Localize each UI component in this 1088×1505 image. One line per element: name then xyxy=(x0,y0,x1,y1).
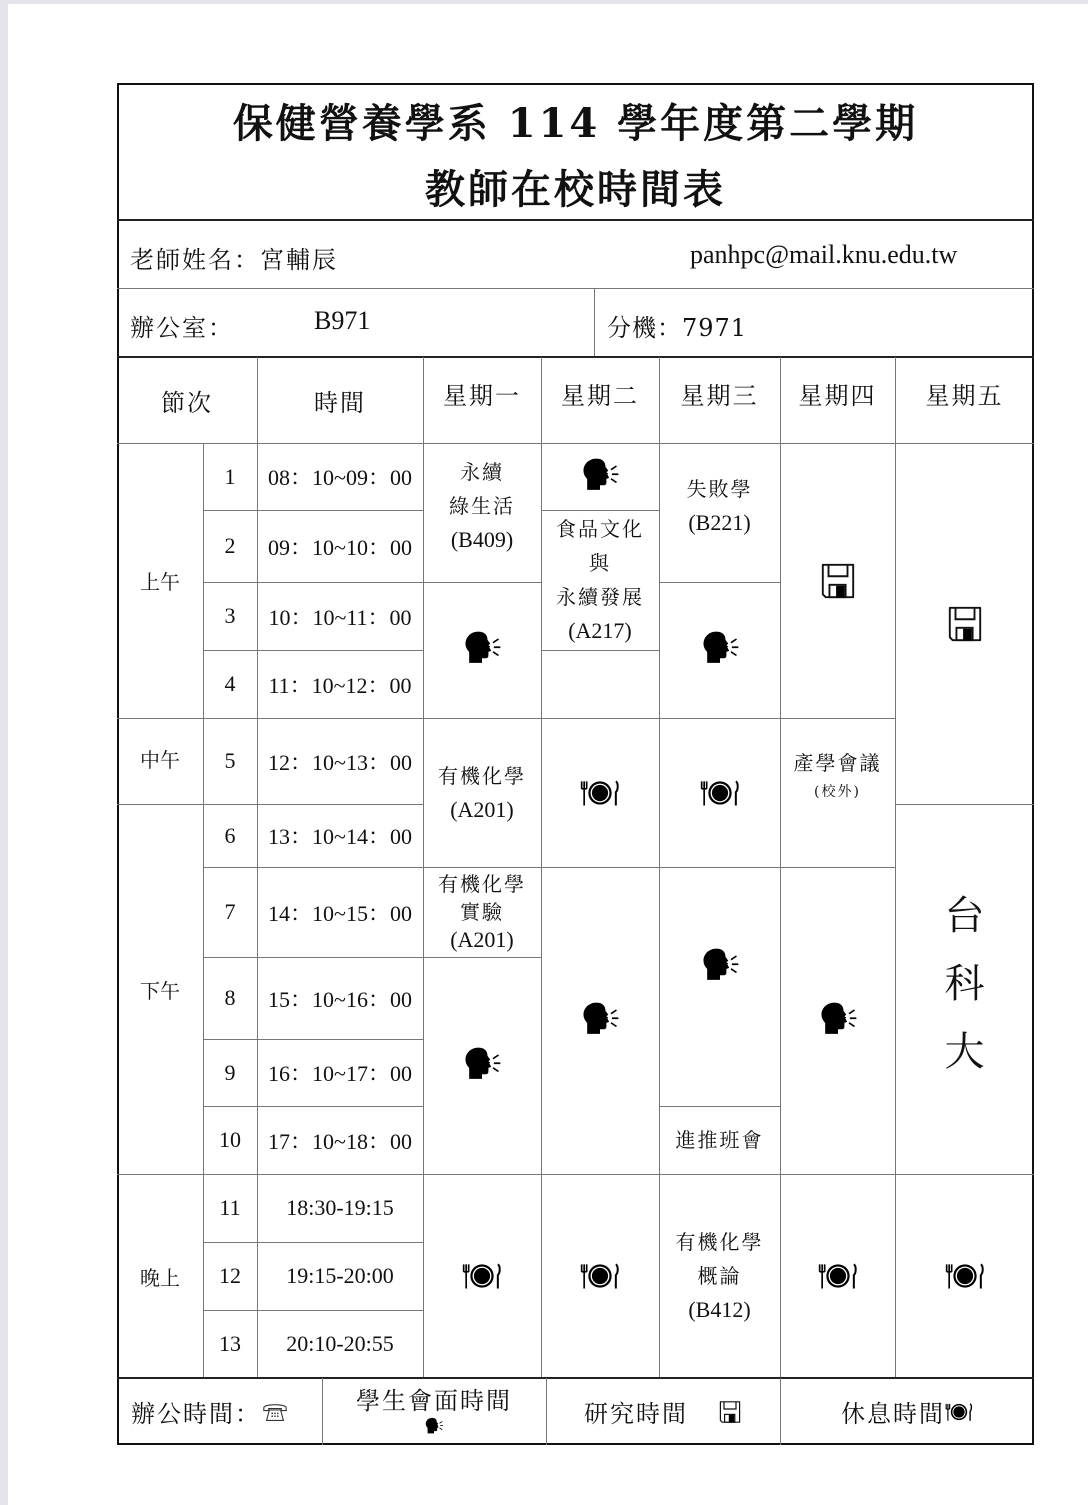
course-title: 進推班會 xyxy=(675,1128,764,1152)
period-number: 1 xyxy=(224,463,236,489)
thu-meeting-slot xyxy=(780,867,895,1174)
floppy-disk-icon xyxy=(946,605,984,643)
speaking-head-icon xyxy=(460,1044,504,1088)
period-number: 9 xyxy=(224,1059,236,1085)
plate-cutlery-icon xyxy=(818,1261,858,1291)
header-tuesday: 星期二 xyxy=(561,381,639,410)
title-line-2: 教師在校時間表 xyxy=(425,166,726,213)
fri-off-campus-ntust xyxy=(895,804,1034,1174)
fri-char: 科 xyxy=(944,961,985,1007)
period-number: 10 xyxy=(219,1127,241,1152)
course-room: (B221) xyxy=(688,509,751,535)
thu-research-slot xyxy=(780,443,895,718)
mon-meeting-slot xyxy=(423,957,541,1174)
speaking-head-icon xyxy=(578,999,622,1043)
fri-char: 台 xyxy=(944,893,985,939)
title-line-1: 保健營養學系 114 學年度第二學期 xyxy=(232,100,919,147)
legend-label: 研究時間 xyxy=(584,1400,688,1428)
tue-meeting-slot xyxy=(541,867,659,1174)
tue-rest-slot xyxy=(541,718,659,867)
legend-label: 學生會面時間 xyxy=(356,1386,512,1415)
period-number: 12 xyxy=(219,1263,241,1288)
fri-rest-slot xyxy=(895,1174,1034,1378)
period-time: 18:30-19:15 xyxy=(286,1195,394,1220)
period-number: 5 xyxy=(224,748,236,773)
office-room: B971 xyxy=(314,306,371,335)
plate-cutlery-icon xyxy=(580,778,620,808)
course-room: (A201) xyxy=(450,927,514,952)
course-wed-class-meeting[interactable] xyxy=(659,1106,780,1174)
period-time: 10：10~11：00 xyxy=(268,604,412,630)
legend-research xyxy=(546,1378,780,1445)
period-time: 09：10~10：00 xyxy=(268,534,412,560)
course-title: 永續 xyxy=(460,459,504,484)
divider xyxy=(117,288,1034,289)
extension: 分機：7971 xyxy=(607,314,748,342)
fri-research-slot xyxy=(895,443,1034,804)
floppy-disk-icon xyxy=(819,562,857,600)
period-time: 19:15-20:00 xyxy=(286,1263,394,1288)
legend-label: 休息時間 xyxy=(841,1400,945,1428)
period-number: 8 xyxy=(224,985,236,1010)
course-mon-organic-chemistry-lab[interactable] xyxy=(423,867,541,957)
course-note: (校外) xyxy=(814,783,861,800)
course-room: (B409) xyxy=(450,526,514,552)
course-title: 與 xyxy=(589,551,611,575)
course-room: (B412) xyxy=(688,1297,751,1322)
header-friday: 星期五 xyxy=(925,381,1004,410)
course-title: 有機化學 xyxy=(675,1230,764,1254)
teacher-name: 老師姓名：宮輔辰 xyxy=(130,246,338,274)
course-title: 食品文化 xyxy=(556,517,644,541)
legend-label: 辦公時間： xyxy=(131,1400,261,1428)
teacher-email[interactable]: panhpc@mail.knu.edu.tw xyxy=(690,240,958,269)
period-number: 2 xyxy=(224,533,236,558)
course-thu-industry-meeting[interactable] xyxy=(780,718,895,867)
plate-cutlery-icon xyxy=(700,778,740,808)
course-title: 綠生活 xyxy=(449,493,515,518)
speaking-head-icon xyxy=(578,455,622,499)
course-title: 概論 xyxy=(697,1264,742,1288)
course-room: (A201) xyxy=(450,796,514,822)
fri-char: 大 xyxy=(944,1029,985,1075)
period-time: 08：10~09：00 xyxy=(268,465,412,490)
speaking-head-icon xyxy=(698,628,742,672)
speaking-head-icon xyxy=(698,945,742,989)
plate-cutlery-icon xyxy=(945,1261,985,1291)
divider xyxy=(594,289,595,357)
section-afternoon: 下午 xyxy=(140,978,180,1003)
header-monday: 星期一 xyxy=(443,381,521,410)
telephone-icon xyxy=(261,1400,289,1424)
period-time: 12：10~13：00 xyxy=(268,749,412,775)
plate-cutlery-icon xyxy=(945,1401,973,1423)
tue-meeting-slot xyxy=(541,443,659,510)
header-time: 時間 xyxy=(314,388,366,417)
thu-rest-slot xyxy=(780,1174,895,1378)
period-number: 4 xyxy=(224,671,236,696)
legend-student-meeting xyxy=(322,1378,546,1445)
period-number: 3 xyxy=(224,603,236,628)
course-title: 產學會議 xyxy=(793,750,882,775)
period-number: 13 xyxy=(219,1331,241,1356)
tue-rest-slot xyxy=(541,1174,659,1378)
speaking-head-icon xyxy=(816,999,860,1043)
period-number: 6 xyxy=(224,822,236,848)
course-room: (A217) xyxy=(568,618,632,643)
mon-rest-slot xyxy=(423,1174,541,1378)
period-time: 16：10~17：00 xyxy=(268,1061,412,1086)
course-title: 失敗學 xyxy=(686,476,753,501)
legend-rest xyxy=(780,1378,1034,1445)
header-wednesday: 星期三 xyxy=(680,381,759,410)
period-time: 14：10~15：00 xyxy=(268,900,412,926)
course-mon-organic-chemistry[interactable] xyxy=(423,718,541,867)
section-morning: 上午 xyxy=(140,570,180,594)
wed-rest-slot xyxy=(659,718,780,867)
wed-meeting-slot xyxy=(659,582,780,718)
course-title: 實驗 xyxy=(460,900,504,924)
divider xyxy=(117,219,1034,221)
period-time: 11：10~12：00 xyxy=(268,672,412,698)
course-wed-organic-chemistry-intro[interactable] xyxy=(659,1174,780,1378)
course-tue-food-culture[interactable] xyxy=(541,510,659,650)
plate-cutlery-icon xyxy=(580,1261,620,1291)
mon-meeting-slot xyxy=(423,582,541,718)
period-number: 11 xyxy=(219,1195,241,1220)
period-time: 13：10~14：00 xyxy=(268,824,412,849)
floppy-disk-icon xyxy=(718,1400,742,1424)
grid-line xyxy=(541,650,659,651)
section-noon: 中午 xyxy=(140,747,180,772)
period-time: 17：10~18：00 xyxy=(268,1128,412,1154)
legend-office-hours xyxy=(119,1378,322,1445)
course-title: 有機化學 xyxy=(438,763,526,788)
period-time: 15：10~16：00 xyxy=(268,986,412,1012)
course-title: 永續發展 xyxy=(556,585,644,609)
period-time: 20:10-20:55 xyxy=(286,1331,394,1356)
header-period: 節次 xyxy=(161,388,213,417)
period-number: 7 xyxy=(224,899,236,924)
course-title: 有機化學 xyxy=(438,872,526,896)
speaking-head-icon xyxy=(423,1416,445,1438)
plate-cutlery-icon xyxy=(462,1261,502,1291)
speaking-head-icon xyxy=(460,628,504,672)
wed-meeting-slot xyxy=(659,867,780,1106)
course-wed-failure-studies[interactable] xyxy=(659,443,780,582)
office-label: 辦公室： xyxy=(130,314,234,342)
course-mon-sustainable-living[interactable] xyxy=(423,443,541,582)
section-evening: 晚上 xyxy=(140,1265,180,1290)
header-thursday: 星期四 xyxy=(798,381,877,410)
